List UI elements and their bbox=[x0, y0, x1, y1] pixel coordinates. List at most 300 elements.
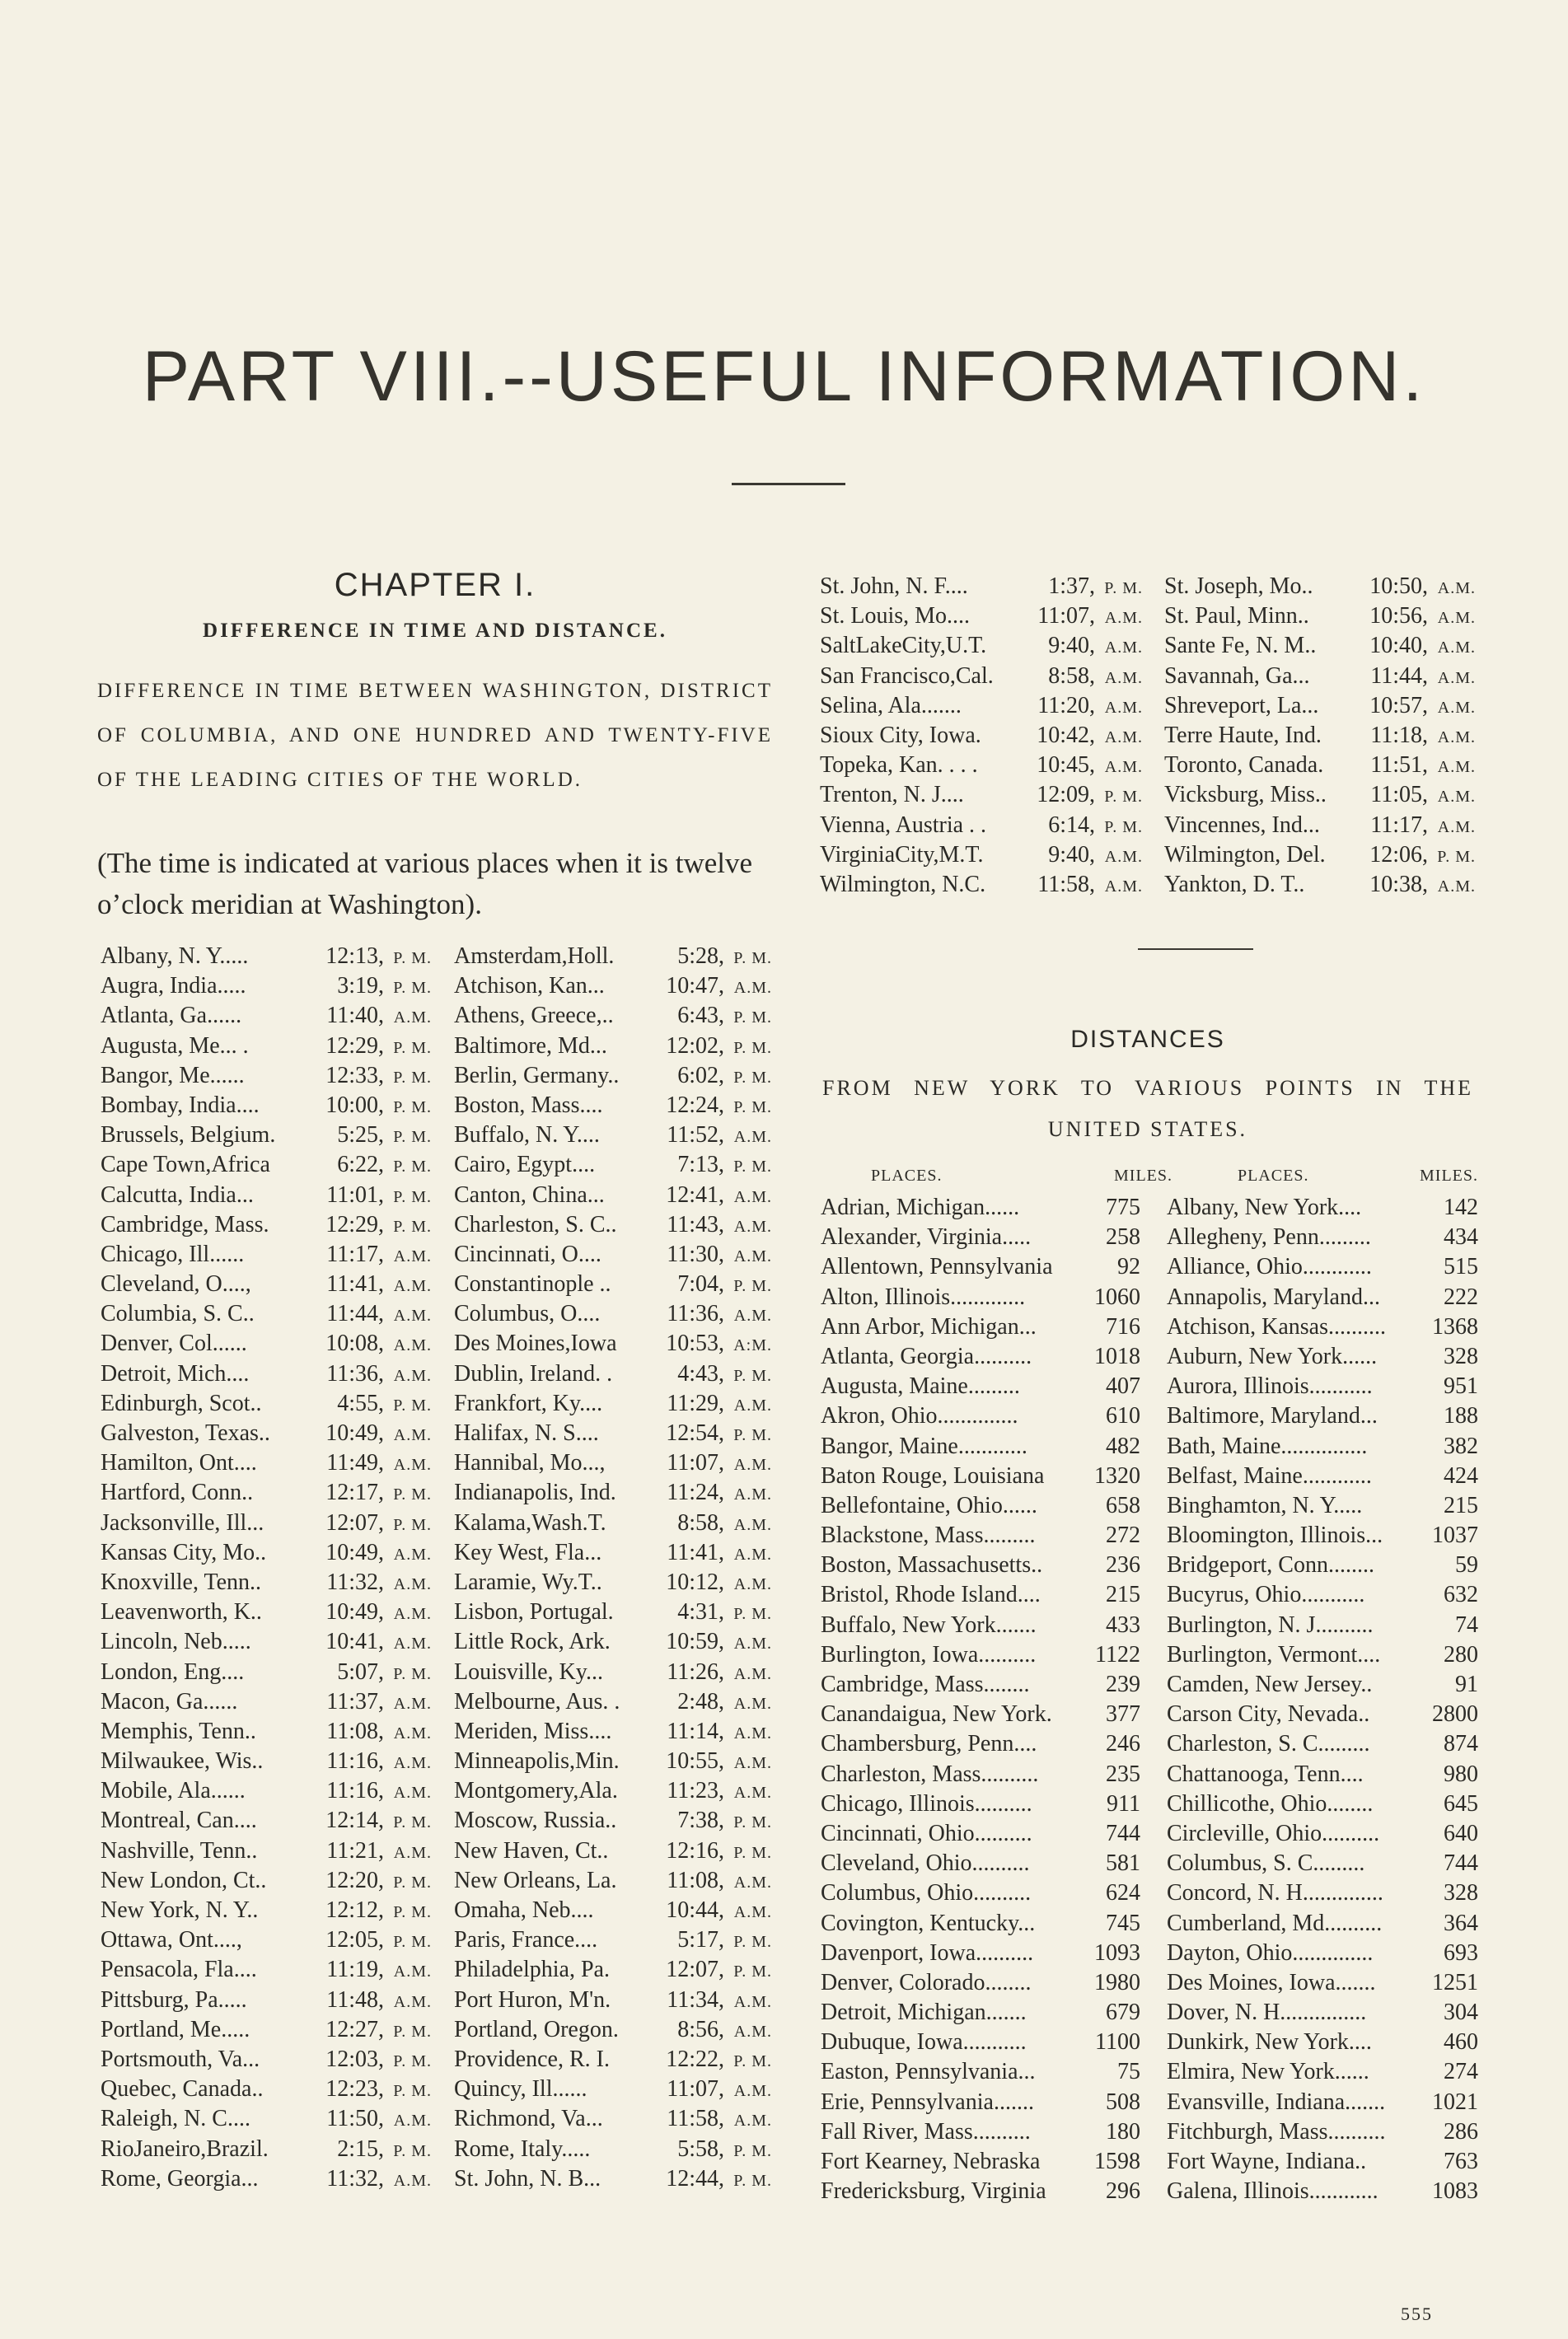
city-name: Amsterdam,Holl. bbox=[454, 943, 615, 969]
time-value: 11:36, bbox=[326, 1360, 384, 1387]
miles-value: 744 bbox=[1444, 1850, 1478, 1877]
section-title: DIFFERENCE IN TIME AND DISTANCE. bbox=[203, 620, 667, 642]
miles-value: 1060 bbox=[1094, 1284, 1140, 1310]
time-value: 12:06, bbox=[1369, 841, 1428, 868]
distances-title: DISTANCES bbox=[1070, 1026, 1225, 1053]
city-name: Quincy, Ill...... bbox=[454, 2076, 587, 2103]
time-value: 11:36, bbox=[667, 1301, 724, 1327]
time-row bbox=[101, 2106, 432, 2136]
city-name: Paris, France.... bbox=[454, 1927, 598, 1953]
time-row bbox=[454, 2017, 772, 2047]
time-value: 10:49, bbox=[325, 1420, 384, 1446]
am-pm-label: A.M. bbox=[1437, 579, 1476, 597]
miles-value: 236 bbox=[1106, 1552, 1140, 1579]
place-name: Auburn, New York...... bbox=[1167, 1343, 1378, 1369]
time-value: 8:58, bbox=[677, 1509, 724, 1536]
distances-header-right bbox=[1238, 1167, 1478, 1186]
place-name: Bellefontaine, Ohio...... bbox=[821, 1492, 1037, 1518]
place-name: Albany, New York.... bbox=[1167, 1195, 1362, 1220]
time-row bbox=[101, 1092, 432, 1122]
place-name: Baltimore, Maryland... bbox=[1167, 1403, 1378, 1429]
city-name: Portland, Oregon. bbox=[454, 2016, 619, 2042]
place-name: Fall River, Mass.......... bbox=[821, 2118, 1031, 2145]
place-name: Baton Rouge, Louisiana bbox=[821, 1462, 1045, 1489]
distances-divider bbox=[1138, 948, 1253, 950]
city-name: Sante Fe, N. M.. bbox=[1164, 633, 1317, 659]
city-name: Topeka, Kan. . . . bbox=[820, 752, 978, 779]
time-value: 10:41, bbox=[325, 1629, 384, 1655]
place-name: Columbus, S. C......... bbox=[1167, 1850, 1365, 1877]
place-name: Aurora, Illinois........... bbox=[1167, 1373, 1373, 1400]
am-pm-label: A.M. bbox=[393, 1008, 432, 1027]
time-row bbox=[101, 1480, 432, 1509]
city-name: Memphis, Tenn.. bbox=[101, 1718, 256, 1744]
time-row bbox=[820, 842, 1143, 872]
distance-row bbox=[821, 1195, 1140, 1224]
time-row bbox=[1164, 693, 1476, 723]
city-name: Cairo, Egypt.... bbox=[454, 1152, 596, 1178]
page-number: 555 bbox=[1401, 2304, 1433, 2324]
time-value: 10:00, bbox=[325, 1092, 384, 1118]
am-pm-label: A.M. bbox=[393, 1336, 432, 1355]
miles-value: 763 bbox=[1444, 2149, 1478, 2174]
distance-row bbox=[821, 2059, 1140, 2089]
am-pm-label: A.M. bbox=[1437, 639, 1476, 657]
time-row bbox=[101, 1719, 432, 1748]
place-name: Concord, N. H.............. bbox=[1167, 1880, 1383, 1906]
time-value: 10:50, bbox=[1369, 573, 1428, 599]
am-pm-label: A.M. bbox=[1437, 698, 1476, 717]
place-name: Carson City, Nevada.. bbox=[1167, 1701, 1370, 1728]
distance-row bbox=[1167, 1552, 1478, 1582]
am-pm-label: A.M. bbox=[393, 1694, 432, 1713]
miles-value: 775 bbox=[1106, 1195, 1140, 1220]
time-row bbox=[101, 1957, 432, 1986]
header-places: PLACES. bbox=[871, 1167, 943, 1185]
am-pm-label: P. M. bbox=[733, 1426, 772, 1444]
city-name: Portland, Me..... bbox=[101, 2016, 250, 2042]
place-name: Binghamton, N. Y..... bbox=[1167, 1492, 1363, 1518]
city-name: Vicksburg, Miss.. bbox=[1164, 782, 1327, 808]
miles-value: 434 bbox=[1444, 1224, 1478, 1251]
time-column-3 bbox=[820, 573, 1143, 901]
am-pm-label: A.M. bbox=[1104, 758, 1143, 777]
time-value: 12:22, bbox=[666, 2046, 724, 2072]
am-pm-label: P. M. bbox=[393, 1217, 432, 1236]
time-value: 11:43, bbox=[667, 1211, 724, 1237]
place-name: Bucyrus, Ohio........... bbox=[1167, 1582, 1365, 1608]
am-pm-label: A.M. bbox=[1437, 609, 1476, 628]
distance-row bbox=[1167, 1314, 1478, 1344]
city-name: Yankton, D. T.. bbox=[1164, 871, 1305, 897]
place-name: Erie, Pennsylvania....... bbox=[821, 2089, 1034, 2115]
city-name: Indianapolis, Ind. bbox=[454, 1480, 616, 1506]
miles-value: 515 bbox=[1444, 1254, 1478, 1280]
city-name: Bangor, Me...... bbox=[101, 1062, 245, 1088]
place-name: Bath, Maine............... bbox=[1167, 1433, 1368, 1459]
miles-value: 235 bbox=[1106, 1761, 1140, 1787]
time-row bbox=[101, 1182, 432, 1212]
miles-value: 1021 bbox=[1432, 2089, 1478, 2115]
distance-row bbox=[821, 1493, 1140, 1523]
city-name: Montgomery,Ala. bbox=[454, 1778, 618, 1804]
time-row bbox=[454, 1868, 772, 1897]
time-value: 12:17, bbox=[325, 1480, 384, 1506]
am-pm-label: P. M. bbox=[733, 1605, 772, 1624]
time-value: 5:17, bbox=[677, 1927, 724, 1953]
am-pm-label: A.M. bbox=[393, 1784, 432, 1803]
city-name: Atlanta, Ga...... bbox=[101, 1003, 242, 1029]
time-value: 5:28, bbox=[677, 943, 724, 969]
time-row bbox=[454, 1063, 772, 1092]
distance-row bbox=[821, 2089, 1140, 2119]
city-name: Macon, Ga...... bbox=[101, 1688, 238, 1714]
distance-row bbox=[821, 1344, 1140, 1373]
city-name: Frankfort, Ky.... bbox=[454, 1390, 603, 1416]
distance-row bbox=[1167, 1940, 1478, 1970]
am-pm-label: A.M. bbox=[393, 1366, 432, 1385]
am-pm-label: A.M. bbox=[1437, 668, 1476, 687]
time-value: 11:49, bbox=[326, 1450, 384, 1476]
am-pm-label: A.M. bbox=[1437, 817, 1476, 836]
place-name: Blackstone, Mass......... bbox=[821, 1523, 1036, 1549]
time-value: 11:32, bbox=[326, 1569, 384, 1595]
time-row bbox=[101, 1540, 432, 1569]
time-row bbox=[101, 1987, 432, 2017]
place-name: Alton, Illinois............. bbox=[821, 1284, 1026, 1310]
city-name: Selina, Ala....... bbox=[820, 692, 962, 718]
time-value: 11:16, bbox=[326, 1778, 384, 1804]
time-row bbox=[454, 1420, 772, 1450]
time-row bbox=[454, 973, 772, 1003]
miles-value: 693 bbox=[1444, 1939, 1478, 1966]
time-value: 11:32, bbox=[326, 2165, 384, 2192]
am-pm-label: P. M. bbox=[393, 1873, 432, 1892]
time-row bbox=[101, 1420, 432, 1450]
time-row bbox=[454, 1540, 772, 1569]
city-name: Savannah, Ga... bbox=[1164, 662, 1310, 689]
time-row bbox=[101, 1510, 432, 1540]
distance-row bbox=[1167, 2178, 1478, 2208]
miles-value: 581 bbox=[1106, 1850, 1140, 1877]
am-pm-label: A.M. bbox=[733, 1784, 772, 1803]
place-name: Dover, N. H............... bbox=[1167, 2000, 1367, 2026]
time-row bbox=[454, 1987, 772, 2017]
distance-row bbox=[821, 1403, 1140, 1433]
city-name: Cleveland, O...., bbox=[101, 1271, 251, 1298]
distance-row bbox=[1167, 1821, 1478, 1850]
time-row bbox=[454, 1808, 772, 1837]
miles-value: 1100 bbox=[1095, 2029, 1140, 2056]
city-name: Boston, Mass.... bbox=[454, 1092, 603, 1118]
miles-value: 407 bbox=[1106, 1373, 1140, 1400]
time-row bbox=[454, 1212, 772, 1242]
time-row bbox=[1164, 663, 1476, 693]
time-row bbox=[101, 1122, 432, 1152]
city-name: Columbus, O.... bbox=[454, 1301, 601, 1327]
city-name: Rome, Italy..... bbox=[454, 2136, 591, 2162]
distance-row bbox=[1167, 1791, 1478, 1821]
city-name: St. John, N. F.... bbox=[820, 573, 968, 599]
distance-row bbox=[1167, 1224, 1478, 1254]
am-pm-label: A.M. bbox=[733, 1456, 772, 1475]
am-pm-label: A.M. bbox=[1104, 698, 1143, 717]
am-pm-label: A.M. bbox=[733, 2022, 772, 2041]
am-pm-label: P. M. bbox=[393, 1813, 432, 1832]
am-pm-label: P. M. bbox=[733, 1008, 772, 1027]
header-miles: MILES. bbox=[1114, 1167, 1172, 1185]
am-pm-label: A.M. bbox=[733, 1396, 772, 1415]
miles-value: 180 bbox=[1106, 2118, 1140, 2145]
time-row bbox=[454, 2106, 772, 2136]
am-pm-label: P. M. bbox=[393, 2022, 432, 2041]
city-name: Little Rock, Ark. bbox=[454, 1629, 611, 1655]
time-value: 7:38, bbox=[677, 1808, 724, 1834]
place-name: Easton, Pennsylvania... bbox=[821, 2059, 1036, 2085]
am-pm-label: P. M. bbox=[1104, 788, 1143, 807]
place-name: Bangor, Maine............ bbox=[821, 1433, 1027, 1459]
place-name: Chillicothe, Ohio........ bbox=[1167, 1790, 1374, 1817]
am-pm-label: P. M. bbox=[1104, 579, 1143, 597]
miles-value: 1251 bbox=[1432, 1969, 1478, 1995]
miles-value: 460 bbox=[1444, 2029, 1478, 2056]
miles-value: 304 bbox=[1444, 2000, 1478, 2026]
place-name: Fort Kearney, Nebraska bbox=[821, 2149, 1041, 2174]
time-value: 11:19, bbox=[326, 1957, 384, 1983]
am-pm-label: P. M. bbox=[393, 1068, 432, 1087]
am-pm-label: A:M. bbox=[733, 1336, 772, 1355]
time-row bbox=[454, 1569, 772, 1599]
time-row bbox=[454, 2076, 772, 2106]
miles-value: 508 bbox=[1106, 2089, 1140, 2115]
place-name: Boston, Massachusetts.. bbox=[821, 1552, 1043, 1579]
am-pm-label: A.M. bbox=[1104, 877, 1143, 896]
city-name: Richmond, Va... bbox=[454, 2106, 603, 2132]
miles-value: 274 bbox=[1444, 2059, 1478, 2085]
city-name: Lisbon, Portugal. bbox=[454, 1599, 614, 1626]
time-row bbox=[454, 1361, 772, 1391]
time-value: 11:41, bbox=[326, 1271, 384, 1298]
time-value: 12:13, bbox=[325, 943, 384, 969]
am-pm-label: A.M. bbox=[733, 1873, 772, 1892]
time-value: 11:01, bbox=[326, 1181, 384, 1208]
distance-row bbox=[821, 1373, 1140, 1403]
am-pm-label: A.M. bbox=[733, 1724, 772, 1743]
miles-value: 142 bbox=[1444, 1195, 1478, 1220]
time-row bbox=[101, 1689, 432, 1719]
distance-row bbox=[821, 1582, 1140, 1612]
time-row bbox=[101, 1301, 432, 1331]
miles-value: 280 bbox=[1444, 1641, 1478, 1668]
am-pm-label: A.M. bbox=[393, 1724, 432, 1743]
distance-row bbox=[1167, 1254, 1478, 1284]
time-row bbox=[1164, 812, 1476, 842]
place-name: Galena, Illinois............ bbox=[1167, 2178, 1378, 2205]
time-row bbox=[454, 2166, 772, 2196]
place-name: Fort Wayne, Indiana.. bbox=[1167, 2149, 1367, 2174]
am-pm-label: A.M. bbox=[733, 1217, 772, 1236]
time-value: 10:38, bbox=[1369, 871, 1428, 897]
am-pm-label: A.M. bbox=[1104, 639, 1143, 657]
time-value: 12:07, bbox=[666, 1957, 724, 1983]
distance-row bbox=[821, 1224, 1140, 1254]
time-value: 11:29, bbox=[667, 1390, 724, 1416]
city-name: Bombay, India.... bbox=[101, 1092, 260, 1118]
am-pm-label: A.M. bbox=[1437, 758, 1476, 777]
city-name: St. John, N. B... bbox=[454, 2165, 601, 2192]
am-pm-label: A.M. bbox=[393, 2171, 432, 2190]
city-name: Hannibal, Mo..., bbox=[454, 1450, 606, 1476]
miles-value: 328 bbox=[1444, 1880, 1478, 1906]
time-value: 12:23, bbox=[325, 2076, 384, 2103]
city-name: St. Louis, Mo.... bbox=[820, 603, 971, 629]
time-value: 10:42, bbox=[1037, 722, 1095, 748]
miles-value: 1368 bbox=[1432, 1313, 1478, 1340]
miles-value: 246 bbox=[1106, 1731, 1140, 1757]
time-row bbox=[101, 1838, 432, 1868]
time-value: 5:07, bbox=[337, 1658, 384, 1685]
place-name: Augusta, Maine......... bbox=[821, 1373, 1020, 1400]
time-row bbox=[454, 1480, 772, 1509]
title-divider bbox=[732, 483, 845, 485]
am-pm-label: P. M. bbox=[733, 949, 772, 967]
distance-row bbox=[821, 2119, 1140, 2149]
time-row bbox=[820, 782, 1143, 812]
place-name: Allentown, Pennsylvania bbox=[821, 1254, 1053, 1280]
distance-row bbox=[1167, 1523, 1478, 1552]
time-row bbox=[101, 2017, 432, 2047]
place-name: Ann Arbor, Michigan... bbox=[821, 1313, 1037, 1340]
place-name: Chicago, Illinois.......... bbox=[821, 1790, 1032, 1817]
time-row bbox=[101, 1897, 432, 1927]
city-name: Laramie, Wy.T.. bbox=[454, 1569, 602, 1595]
am-pm-label: P. M. bbox=[393, 949, 432, 967]
time-row bbox=[1164, 782, 1476, 812]
time-row bbox=[454, 1510, 772, 1540]
distance-row bbox=[821, 1463, 1140, 1493]
city-name: Calcutta, India... bbox=[101, 1181, 254, 1208]
time-value: 2:48, bbox=[677, 1688, 724, 1714]
time-value: 9:40, bbox=[1048, 841, 1095, 868]
time-row bbox=[101, 973, 432, 1003]
city-name: Rome, Georgia... bbox=[101, 2165, 259, 2192]
place-name: Davenport, Iowa.......... bbox=[821, 1939, 1034, 1966]
time-value: 4:43, bbox=[677, 1360, 724, 1387]
time-value: 10:56, bbox=[1369, 603, 1428, 629]
time-row bbox=[101, 1271, 432, 1301]
time-row bbox=[101, 1033, 432, 1063]
place-name: Cincinnati, Ohio.......... bbox=[821, 1820, 1032, 1846]
place-name: Burlington, N. J.......... bbox=[1167, 1612, 1374, 1638]
time-row bbox=[454, 1897, 772, 1927]
city-name: San Francisco,Cal. bbox=[820, 662, 994, 689]
distance-row bbox=[1167, 1701, 1478, 1731]
place-name: Cleveland, Ohio.......... bbox=[821, 1850, 1030, 1877]
am-pm-label: P. M. bbox=[1437, 847, 1476, 866]
miles-value: 980 bbox=[1444, 1761, 1478, 1787]
time-value: 10:49, bbox=[325, 1539, 384, 1565]
time-value: 11:41, bbox=[667, 1539, 724, 1565]
time-value: 11:20, bbox=[1037, 692, 1095, 718]
time-row bbox=[454, 1092, 772, 1122]
time-value: 5:25, bbox=[337, 1122, 384, 1148]
city-name: New Haven, Ct.. bbox=[454, 1837, 609, 1864]
am-pm-label: P. M. bbox=[393, 1097, 432, 1116]
miles-value: 716 bbox=[1106, 1313, 1140, 1340]
time-value: 12:05, bbox=[325, 1927, 384, 1953]
time-value: 11:24, bbox=[667, 1480, 724, 1506]
am-pm-label: A.M. bbox=[733, 1187, 772, 1206]
time-value: 6:43, bbox=[677, 1003, 724, 1029]
city-name: Berlin, Germany.. bbox=[454, 1062, 620, 1088]
time-value: 8:58, bbox=[1048, 662, 1095, 689]
am-pm-label: A.M. bbox=[733, 1903, 772, 1921]
distance-row bbox=[1167, 2059, 1478, 2089]
distance-row bbox=[1167, 1642, 1478, 1672]
am-pm-label: A.M. bbox=[393, 1456, 432, 1475]
miles-value: 75 bbox=[1117, 2059, 1140, 2085]
time-value: 3:19, bbox=[337, 973, 384, 999]
city-name: Meriden, Miss.... bbox=[454, 1718, 612, 1744]
time-row bbox=[101, 1152, 432, 1181]
time-value: 5:58, bbox=[677, 2136, 724, 2162]
time-row bbox=[101, 1450, 432, 1480]
miles-value: 188 bbox=[1444, 1403, 1478, 1429]
city-name: Brussels, Belgium. bbox=[101, 1122, 276, 1148]
time-row bbox=[101, 1331, 432, 1360]
city-name: Columbia, S. C.. bbox=[101, 1301, 255, 1327]
am-pm-label: P. M. bbox=[733, 1366, 772, 1385]
time-row bbox=[1164, 752, 1476, 782]
am-pm-label: P. M. bbox=[393, 979, 432, 998]
distance-row bbox=[1167, 1434, 1478, 1463]
miles-value: 286 bbox=[1444, 2118, 1478, 2145]
time-row bbox=[1164, 723, 1476, 752]
time-value: 11:51, bbox=[1370, 752, 1428, 779]
place-name: Charleston, Mass.......... bbox=[821, 1761, 1039, 1787]
am-pm-label: A.M. bbox=[733, 1485, 772, 1504]
am-pm-label: A.M. bbox=[393, 1962, 432, 1981]
city-name: Moscow, Russia.. bbox=[454, 1808, 617, 1834]
miles-value: 679 bbox=[1106, 2000, 1140, 2026]
time-row bbox=[101, 2166, 432, 2196]
time-row bbox=[820, 752, 1143, 782]
time-value: 10:59, bbox=[666, 1629, 724, 1655]
am-pm-label: A.M. bbox=[393, 1307, 432, 1326]
time-row bbox=[454, 1719, 772, 1748]
time-row bbox=[454, 1659, 772, 1689]
time-row bbox=[454, 1927, 772, 1957]
time-row bbox=[101, 1003, 432, 1032]
am-pm-label: P. M. bbox=[733, 1158, 772, 1177]
distance-row bbox=[1167, 2029, 1478, 2059]
place-name: Atchison, Kansas.......... bbox=[1167, 1313, 1386, 1340]
city-name: Milwaukee, Wis.. bbox=[101, 1748, 264, 1775]
city-name: Philadelphia, Pa. bbox=[454, 1957, 610, 1983]
city-name: Edinburgh, Scot.. bbox=[101, 1390, 262, 1416]
distance-row bbox=[1167, 2000, 1478, 2029]
miles-value: 1980 bbox=[1094, 1969, 1140, 1995]
am-pm-label: A.M. bbox=[733, 1574, 772, 1593]
city-name: Hamilton, Ont.... bbox=[101, 1450, 257, 1476]
time-row bbox=[820, 663, 1143, 693]
miles-value: 424 bbox=[1444, 1462, 1478, 1489]
time-value: 12:03, bbox=[325, 2046, 384, 2072]
time-value: 11:17, bbox=[1370, 812, 1428, 838]
time-value: 11:14, bbox=[667, 1718, 724, 1744]
am-pm-label: P. M. bbox=[393, 1158, 432, 1177]
am-pm-label: P. M. bbox=[733, 1277, 772, 1296]
